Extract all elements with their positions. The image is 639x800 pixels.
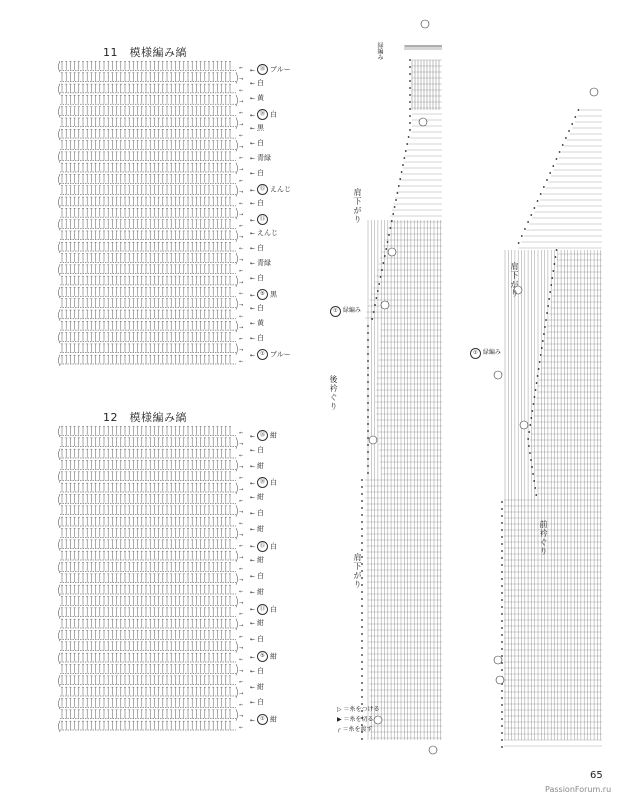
yarn-color: 黄: [257, 319, 265, 327]
attach-symbol-icon: ▷: [337, 706, 342, 713]
yarn-color: 白: [257, 508, 265, 517]
row-arrow-icon: ←: [239, 155, 244, 162]
stitch-row: [60, 253, 243, 264]
color-label: [250, 274, 264, 283]
row-arrow-icon: ←: [239, 110, 244, 117]
row-arrow-icon: →: [239, 325, 244, 332]
color-label: [250, 334, 264, 343]
row-direction-icon: ←: [250, 216, 256, 224]
row-arrow-icon: ←: [239, 178, 244, 185]
row-arrow-icon: ←: [239, 223, 244, 230]
stitch-row: [59, 174, 244, 185]
stitch-row: [60, 687, 243, 698]
stitch-row: [59, 106, 244, 117]
back-top-edge-label: 緑編み: [376, 42, 383, 60]
yarn-color: 白: [257, 572, 265, 581]
yarn-color: 紺: [257, 619, 265, 628]
stitch-row: [59, 517, 244, 528]
yarn-color: 白: [257, 698, 265, 707]
row-arrow-icon: ←: [239, 725, 244, 731]
stitch-row: [60, 276, 243, 287]
row-number: ⑳: [257, 109, 268, 120]
stitch-row: [59, 494, 244, 505]
row-arrow-icon: →: [239, 577, 244, 584]
stitch-row: [60, 343, 243, 354]
stitch-row: [59, 653, 244, 664]
front-edge-label: ① 緑編み: [470, 347, 501, 359]
row-direction-icon: ←: [250, 667, 256, 675]
color-label: [250, 430, 277, 441]
stitch-row: [60, 528, 243, 539]
front-shoulder-label: 肩下がり: [510, 262, 519, 298]
row-arrow-icon: ←: [239, 702, 244, 709]
row-direction-icon: ←: [250, 291, 256, 299]
back-body-symbols: [330, 20, 450, 760]
color-label: [250, 635, 264, 644]
color-label: [250, 139, 264, 148]
stitch-row: [59, 449, 244, 460]
row-direction-icon: ←: [250, 588, 256, 596]
row-arrow-icon: ←: [239, 200, 244, 207]
color-label: [250, 572, 264, 581]
row-direction-icon: ←: [250, 543, 256, 551]
row-arrow-icon: →: [239, 555, 244, 561]
stitch-row: [59, 630, 244, 641]
color-label: [250, 683, 264, 692]
row-direction-icon: ←: [250, 186, 256, 194]
yarn-color: ブルー: [270, 65, 291, 74]
stitch-row: [60, 163, 243, 174]
row-direction-icon: ←: [250, 335, 256, 342]
row-arrow-icon: ←: [239, 133, 244, 140]
row-direction-icon: ←: [250, 351, 256, 359]
legend-rejoin: ╭ ＝糸を渡す: [337, 726, 373, 733]
yarn-color: 青緑: [257, 154, 272, 162]
row-arrow-icon: →: [239, 347, 244, 354]
row-arrow-icon: ←: [239, 566, 244, 573]
color-label: [250, 462, 264, 471]
color-label: [250, 244, 264, 253]
row-direction-icon: ←: [250, 275, 256, 282]
stitch-row: [59, 287, 244, 298]
yarn-color: 白: [270, 478, 278, 487]
watermark: PassionForum.ru: [545, 785, 612, 794]
yarn-color: 白: [257, 334, 265, 342]
yarn-color: 黄: [257, 94, 265, 102]
row-number: ⑤: [257, 651, 268, 662]
front-neck-label: 前衿ぐり: [539, 520, 548, 556]
color-label: [250, 349, 291, 360]
chart11-symbols: [58, 60, 244, 365]
row-direction-icon: ←: [250, 620, 256, 628]
row-direction-icon: ←: [250, 320, 256, 327]
row-direction-icon: ←: [250, 479, 256, 487]
row-number: ⑮: [257, 541, 268, 552]
row-arrow-icon: →: [239, 623, 244, 629]
stitch-row: [60, 437, 243, 448]
row-direction-icon: ←: [250, 716, 256, 724]
yarn-color: 白: [257, 139, 265, 147]
row-arrow-icon: →: [239, 99, 244, 106]
color-label: [250, 214, 270, 225]
yarn-color: 白: [257, 635, 265, 644]
back-shoulder-upper-label: 肩下がり: [353, 188, 362, 224]
row-arrow-icon: →: [239, 532, 244, 539]
color-label: [250, 493, 264, 502]
row-arrow-icon: →: [239, 234, 244, 241]
back-body-diagram: [330, 20, 450, 760]
stitch-row: [59, 332, 244, 343]
chart11-stitch-chart: [58, 60, 244, 365]
row-direction-icon: ←: [250, 699, 256, 707]
yarn-color: 白: [257, 244, 265, 252]
stitch-row: [60, 95, 243, 106]
stitch-row: [59, 426, 244, 437]
row-number: ⑮: [257, 184, 268, 195]
row-arrow-icon: →: [239, 487, 244, 493]
color-label: [250, 698, 264, 707]
stitch-row: [59, 355, 244, 366]
color-label: [250, 667, 264, 676]
stitch-row: [60, 230, 243, 241]
chart12-stitch-chart: [58, 425, 244, 731]
color-label: [250, 79, 264, 88]
row-arrow-icon: ←: [239, 65, 244, 72]
stitch-row: [59, 310, 244, 321]
yarn-color: えんじ: [270, 185, 292, 194]
yarn-color: 紺: [257, 682, 265, 691]
row-direction-icon: ←: [250, 140, 256, 147]
yarn-color: 黒: [270, 290, 278, 299]
page-number: 65: [590, 770, 603, 781]
row-arrow-icon: →: [239, 441, 244, 448]
color-label: [250, 169, 264, 178]
color-label: [250, 714, 277, 725]
row-direction-icon: ←: [250, 636, 256, 644]
stitch-row: [59, 219, 244, 230]
row-direction-icon: ←: [250, 260, 256, 267]
yarn-color: 白: [270, 605, 278, 614]
color-label: [250, 154, 271, 163]
yarn-color: 紺: [270, 715, 278, 724]
yarn-color: 白: [257, 445, 265, 454]
stitch-row: [59, 675, 244, 686]
row-arrow-icon: →: [239, 464, 244, 471]
yarn-color: 白: [257, 199, 265, 207]
stitch-row: [60, 321, 243, 332]
row-number: ㉖: [257, 64, 268, 75]
row-arrow-icon: ←: [239, 453, 244, 459]
color-label: [250, 289, 277, 300]
row-number: ⑪: [257, 214, 268, 225]
yarn-color: ブルー: [270, 350, 291, 359]
row-number: ①: [257, 349, 268, 360]
stitch-row: [59, 61, 244, 72]
row-direction-icon: ←: [250, 230, 256, 237]
row-direction-icon: ←: [250, 525, 256, 533]
front-body-diagram: [490, 100, 615, 760]
stitch-row: [60, 208, 243, 219]
cut-symbol-icon: ▶: [337, 716, 342, 723]
stitch-row: [60, 551, 243, 562]
color-label: [250, 229, 278, 238]
stitch-row: [60, 483, 243, 494]
color-label: [250, 556, 264, 565]
yarn-color: 黒: [257, 124, 265, 132]
row-direction-icon: ←: [250, 606, 256, 614]
color-label: [250, 124, 264, 133]
row-arrow-icon: ←: [239, 475, 244, 482]
stitch-row: [59, 562, 244, 573]
row-arrow-icon: ←: [239, 268, 244, 275]
back-shoulder-lower-label: 肩下がり: [353, 553, 362, 589]
stitch-row: [60, 505, 243, 516]
color-label: [250, 588, 264, 597]
stitch-row: [60, 72, 243, 83]
row-arrow-icon: →: [239, 668, 244, 675]
row-number: ⑳: [257, 477, 268, 488]
color-label: [250, 319, 264, 328]
yarn-color: 紺: [257, 556, 265, 565]
color-label: [250, 509, 264, 518]
row-arrow-icon: ←: [239, 430, 244, 437]
front-body-symbols: [490, 100, 615, 760]
row-arrow-icon: →: [239, 189, 244, 196]
stitch-row: [60, 709, 243, 720]
stitch-row: [59, 539, 244, 550]
row-number: ⑪: [257, 604, 268, 615]
chart12-color-labels: [250, 430, 330, 730]
row-number: ㉖: [257, 430, 268, 441]
stitch-row: [60, 460, 243, 471]
row-arrow-icon: →: [239, 257, 244, 264]
row-direction-icon: ←: [250, 653, 256, 661]
row-arrow-icon: →: [239, 121, 244, 128]
stitch-row: [59, 151, 244, 162]
row-arrow-icon: ←: [239, 611, 244, 618]
color-label: [250, 619, 264, 628]
row-arrow-icon: ←: [239, 291, 244, 298]
color-label: [250, 541, 277, 552]
stitch-row: [60, 140, 243, 151]
row-arrow-icon: →: [239, 691, 244, 697]
yarn-color: 紺: [257, 587, 265, 596]
yarn-color: えんじ: [257, 229, 279, 237]
row-direction-icon: ←: [250, 66, 256, 74]
row-direction-icon: ←: [250, 125, 256, 132]
stitch-row: [60, 573, 243, 584]
row-direction-icon: ←: [250, 462, 256, 470]
row-direction-icon: ←: [250, 573, 256, 581]
row-direction-icon: ←: [250, 305, 256, 312]
row-number: ①: [257, 714, 268, 725]
stitch-row: [59, 197, 244, 208]
color-label: [250, 259, 271, 268]
color-label: [250, 477, 277, 488]
stitch-row: [60, 185, 243, 196]
row-arrow-icon: →: [239, 144, 244, 151]
color-label: [250, 199, 264, 208]
row-direction-icon: ←: [250, 683, 256, 691]
row-arrow-icon: ←: [239, 336, 244, 343]
yarn-color: 白: [270, 110, 278, 119]
yarn-color: 白: [257, 79, 265, 87]
color-label: [250, 604, 277, 615]
yarn-color: 白: [257, 274, 265, 282]
color-label: [250, 94, 264, 103]
yarn-color: 紺: [257, 493, 265, 502]
row-arrow-icon: →: [239, 600, 244, 607]
stitch-row: [59, 471, 244, 482]
row-arrow-icon: ←: [239, 679, 244, 686]
stitch-row: [60, 641, 243, 652]
row-arrow-icon: →: [239, 302, 244, 309]
row-arrow-icon: ←: [239, 543, 244, 550]
row-direction-icon: ←: [250, 111, 256, 119]
back-neck-label: 後衿ぐり: [329, 375, 338, 411]
row-direction-icon: ←: [250, 170, 256, 177]
row-arrow-icon: ←: [239, 498, 244, 505]
yarn-color: 白: [257, 666, 265, 675]
stitch-row: [60, 117, 243, 128]
row-direction-icon: ←: [250, 446, 256, 454]
row-direction-icon: ←: [250, 80, 256, 87]
color-label: [250, 64, 291, 75]
yarn-color: 紺: [270, 652, 278, 661]
row-arrow-icon: ←: [239, 657, 244, 663]
legend: [337, 705, 380, 735]
row-direction-icon: ←: [250, 245, 256, 252]
yarn-color: 白: [257, 304, 265, 312]
stitch-row: [59, 264, 244, 275]
stitch-row: [59, 698, 244, 709]
row-arrow-icon: →: [239, 713, 244, 720]
color-label: [250, 525, 264, 534]
stitch-row: [60, 298, 243, 309]
row-arrow-icon: →: [239, 279, 244, 286]
row-arrow-icon: →: [239, 76, 244, 83]
row-direction-icon: ←: [250, 95, 256, 102]
row-arrow-icon: →: [239, 509, 244, 516]
stitch-row: [60, 619, 243, 630]
row-direction-icon: ←: [250, 155, 256, 162]
yarn-color: 紺: [257, 524, 265, 533]
row-arrow-icon: →: [239, 166, 244, 173]
stitch-row: [60, 596, 243, 607]
stitch-row: [60, 664, 243, 675]
row-direction-icon: ←: [250, 557, 256, 565]
row-direction-icon: ←: [250, 494, 256, 502]
row-arrow-icon: →: [239, 212, 244, 219]
row-direction-icon: ←: [250, 432, 256, 440]
stitch-row: [59, 242, 244, 253]
row-arrow-icon: ←: [239, 87, 244, 94]
legend-cut: ▶ ＝糸を切る: [337, 716, 374, 723]
rejoin-symbol-icon: ╭: [337, 726, 341, 733]
row-direction-icon: ←: [250, 509, 256, 517]
yarn-color: 紺: [270, 431, 278, 440]
yarn-color: 白: [257, 169, 265, 177]
row-arrow-icon: ←: [239, 634, 244, 641]
chart12-title: 12 模様編み縞: [103, 411, 187, 424]
row-arrow-icon: ←: [239, 521, 244, 527]
stitch-row: [59, 721, 244, 732]
yarn-color: 青緑: [257, 259, 272, 267]
row-arrow-icon: →: [239, 645, 244, 652]
yarn-color: 白: [270, 542, 278, 551]
color-label: [250, 651, 277, 662]
row-arrow-icon: ←: [239, 246, 244, 253]
chart12-symbols: [58, 425, 244, 731]
color-label: [250, 446, 264, 455]
color-label: [250, 304, 264, 313]
color-label: [250, 109, 277, 120]
stitch-row: [59, 84, 244, 95]
row-arrow-icon: ←: [239, 589, 244, 595]
row-number: ⑤: [257, 289, 268, 300]
row-arrow-icon: ←: [239, 313, 244, 320]
chart11-title: 11 模様編み縞: [103, 46, 187, 59]
color-label: [250, 184, 291, 195]
yarn-color: 紺: [257, 461, 265, 470]
back-edge-label: ① 緑編み: [330, 305, 361, 317]
chart11-color-labels: [250, 64, 330, 364]
row-arrow-icon: ←: [239, 359, 244, 365]
stitch-row: [59, 607, 244, 618]
legend-attach: ▷ ＝糸をつける: [337, 706, 380, 713]
row-direction-icon: ←: [250, 200, 256, 207]
stitch-row: [59, 129, 244, 140]
stitch-row: [59, 585, 244, 596]
